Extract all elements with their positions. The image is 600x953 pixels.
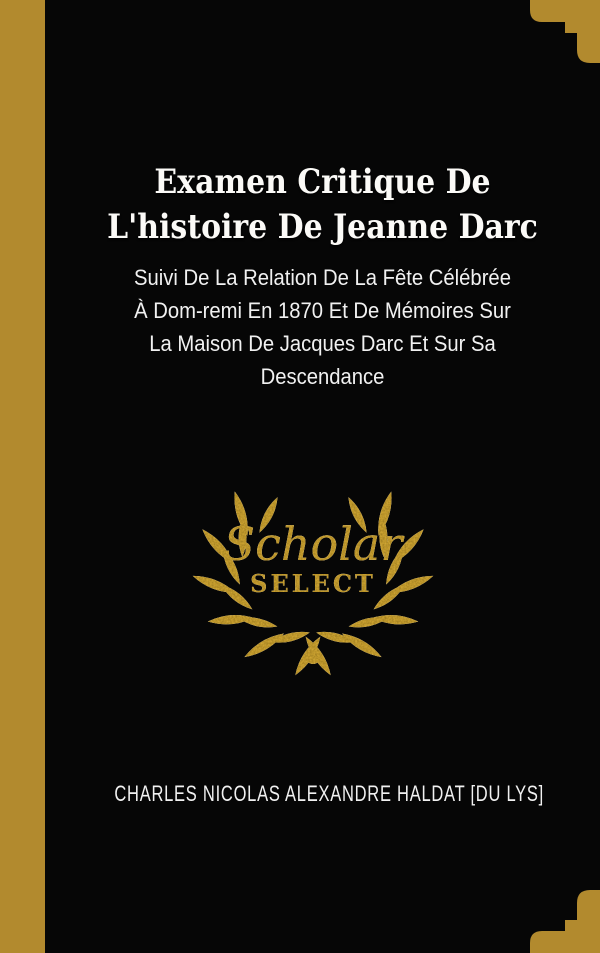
book-title xyxy=(78,160,566,250)
laurel-leaf xyxy=(242,630,286,661)
book-subtitle xyxy=(67,261,578,393)
laurel-leaf xyxy=(207,613,254,626)
laurel-leaf xyxy=(372,613,419,626)
subtitle-line-3: La Maison De Jacques Darc Et Sur Sa xyxy=(149,331,496,356)
subtitle-line-2: À Dom-remi En 1870 Et De Mémoires Sur xyxy=(134,298,511,323)
title-line-2: L'histoire De Jeanne Darc xyxy=(107,207,538,247)
bottom-right-corner-ornament-icon xyxy=(530,890,600,953)
subtitle-line-1: Suivi De La Relation De La Fête Célébrée xyxy=(134,265,511,290)
publisher-name-script: Scholar xyxy=(223,517,403,571)
title-line-1: Examen Critique De xyxy=(154,162,491,202)
top-right-corner-ornament-icon xyxy=(530,0,600,63)
laurel-leaf xyxy=(340,630,384,661)
publisher-logo xyxy=(174,452,452,700)
subtitle-line-4: Descendance xyxy=(260,364,385,389)
author-name: CHARLES NICOLAS ALEXANDRE HALDAT [DU LYS] xyxy=(114,781,545,806)
publisher-name-caps: SELECT xyxy=(250,569,376,598)
wreath-berry xyxy=(305,648,321,664)
spine-accent-bar xyxy=(0,0,45,953)
